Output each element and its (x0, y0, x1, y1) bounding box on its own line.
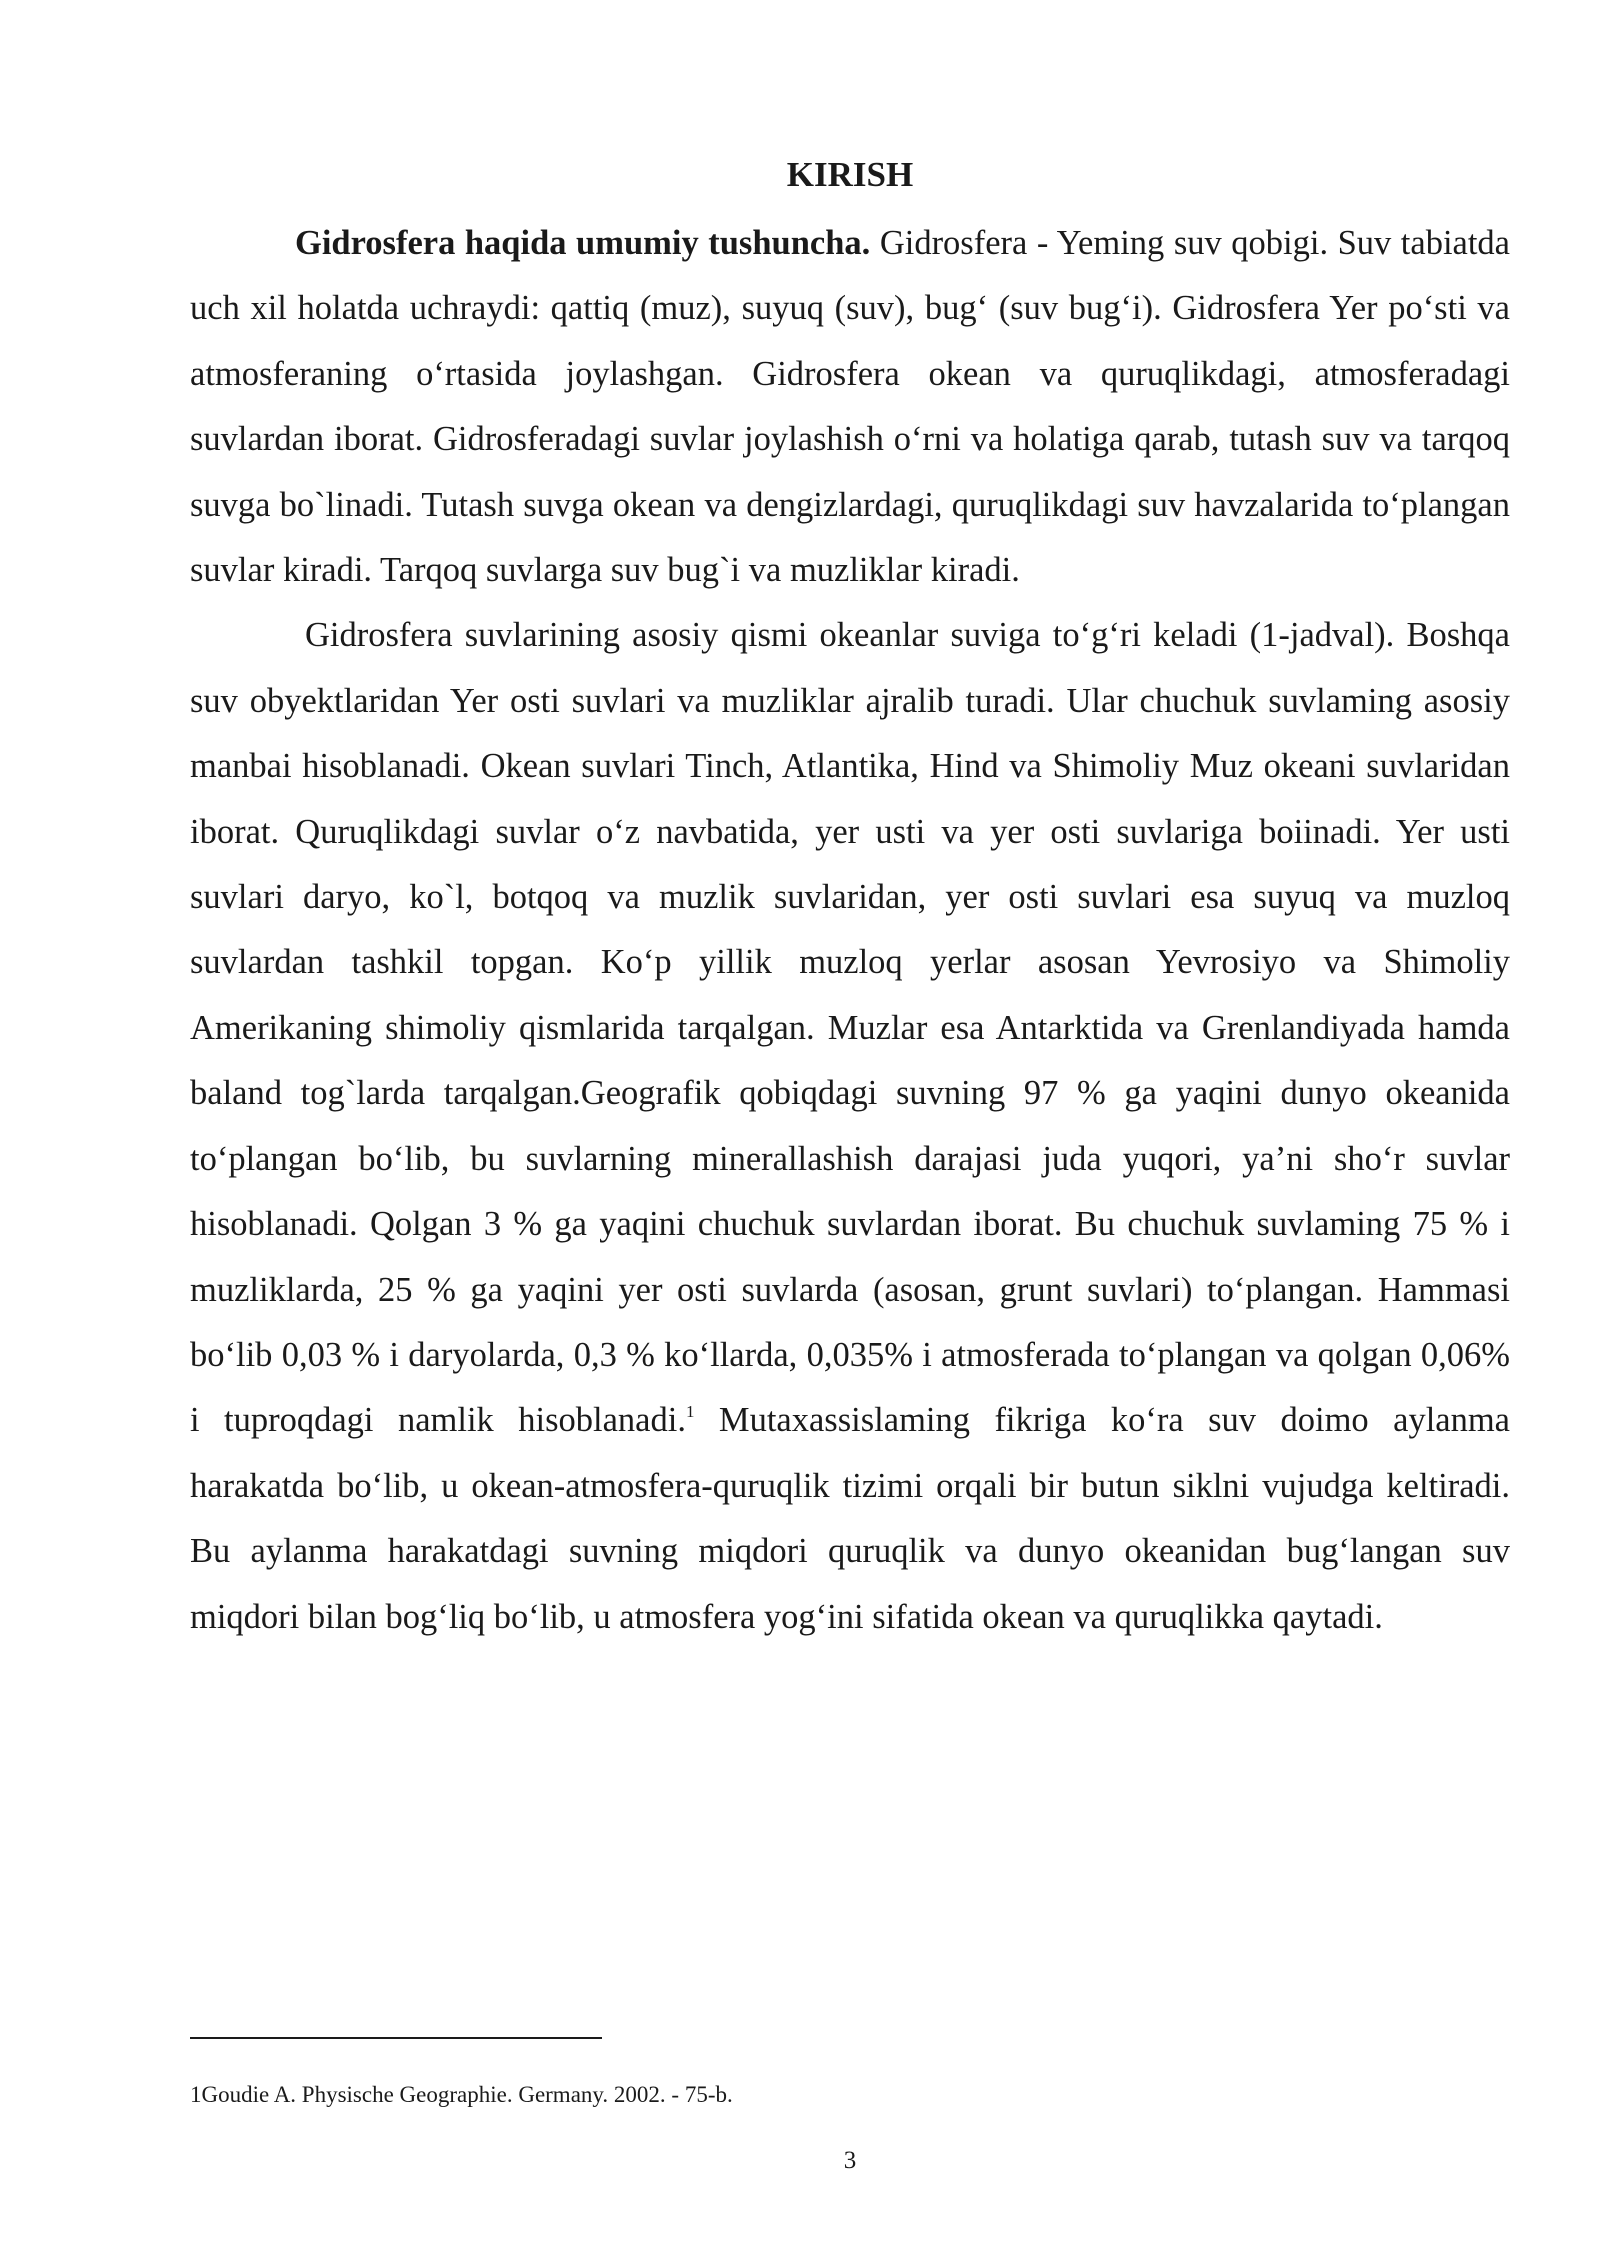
paragraph-intro (190, 211, 1510, 603)
page-number: 3 (843, 2147, 857, 2174)
paragraph-main-text-continued: Mutaxassislaming fikriga ko‘ra suv doimo aylanma harakatda bo‘lib, u okean-atmosfera-quruqlik tizimi orqali bir butun siklni vujudga keltiradi. Bu aylanma harakatdagi suvning miqdori quruqlik va dunyo okeanidan bug‘langan suv miqdori bilan bog‘liq bo‘lib, u atmosfera yog‘ini sifatida okean va quruqlikka qaytadi. (190, 1401, 1510, 1636)
footnote-text: Goudie A. Physische Geographie. Germany. 2002. - 75-b. (201, 2082, 733, 2107)
footnote (190, 2080, 1510, 2110)
paragraph-intro-text: Gidrosfera - Yeming suv qobigi. Suv tabiatda uch xil holatda uchraydi: qattiq (muz), suyuq (suv), bug‘ (suv bug‘i). Gidrosfera Yer po‘sti va atmosferaning o‘rtasida joylashgan. Gidrosfera okean va quruqlikdagi, atmosferadagi suvlardan iborat. Gidrosferadagi suvlar joylashish o‘rni va holatiga qarab, tutash suv va tarqoq suvga bo`linadi. Tutash suvga okean va dengizlardagi, quruqlikdagi suv havzalarida to‘plangan suvlar kiradi. Tarqoq suvlarga suv bug`i va muzliklar kiradi. (190, 224, 1510, 590)
paragraph-main-text: Gidrosfera suvlarining asosiy qismi okeanlar suviga to‘g‘ri keladi (1-jadval). Boshqa suv obyektlaridan Yer osti suvlari va muzliklar ajralib turadi. Ular chuchuk suvlaming asosiy manbai hisoblanadi. Okean suvlari Tinch, Atlantika, Hind va Shimoliy Muz okeani suvlaridan iborat. Quruqlikdagi suvlar o‘z navbatida, yer usti va yer osti suvlariga boiinadi. Yer usti suvlari daryo, ko`l, botqoq va muzlik suvlaridan, yer osti suvlari esa suyuq va muzloq suvlardan tashkil topgan. Ko‘p yillik muzloq yerlar asosan Yevrosiyo va Shimoliy Amerikaning shimoliy qismlarida tarqalgan. Muzlar esa Antarktida va Grenlandiyada hamda baland tog`larda tarqalgan.Geografik qobiqdagi suvning 97 % ga yaqini dunyo okeanida to‘plangan bo‘lib, bu suvlarning minerallashish darajasi juda yuqori, ya’ni sho‘r suvlar hisoblanadi. Qolgan 3 % ga yaqini chuchuk suvlardan iborat. Bu chuchuk suvlaming 75 % i muzliklarda, 25 % ga yaqini yer osti suvlarda (asosan, grunt suvlari) to‘plangan. Hammasi bo‘lib 0,03 % i daryolarda, 0,3 % ko‘llarda, 0,035% i atmosferada to‘plangan va qolgan 0,06% i tuproqdagi namlik hisoblanadi. (190, 616, 1510, 1440)
footnote-mark: 1 (190, 2082, 202, 2107)
paragraph-lead-heading: Gidrosfera haqida umumiy tushuncha. (295, 224, 871, 262)
footnote-reference[interactable]: 1 (685, 1402, 695, 1422)
body-text (190, 211, 1510, 1650)
footnote-divider (190, 2037, 602, 2039)
page-title: KIRISH (786, 155, 914, 194)
paragraph-main (190, 603, 1510, 1650)
